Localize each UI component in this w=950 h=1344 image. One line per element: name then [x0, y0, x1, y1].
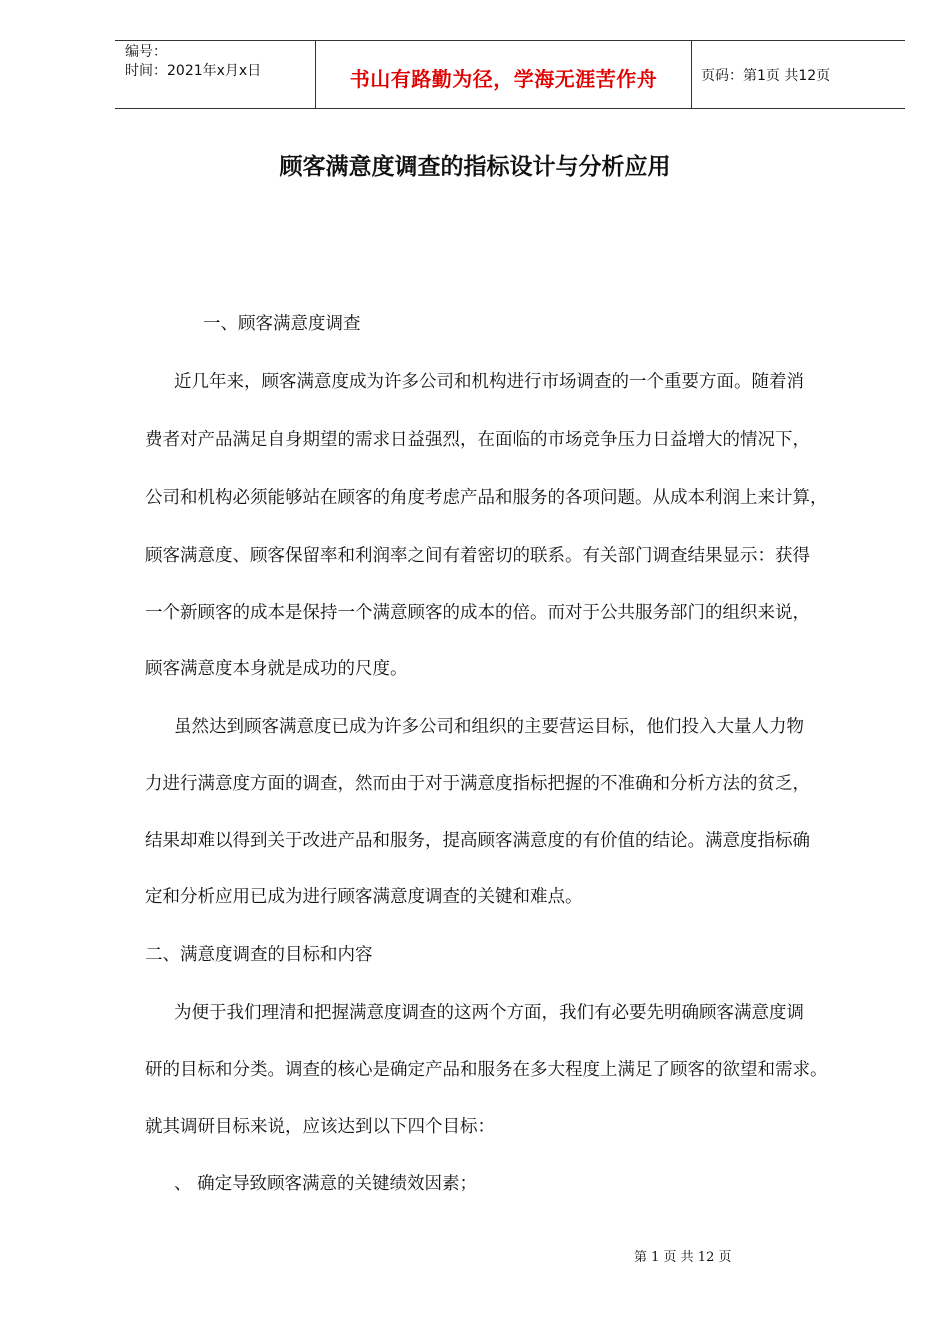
- serial-number-label: 编号：: [125, 44, 167, 60]
- paragraph-line: 顾客满意度、顾客保留率和利润率之间有着密切的联系。有关部门调查结果显示：获得: [145, 546, 810, 566]
- section-heading-1: 一、顾客满意度调查: [203, 314, 361, 334]
- list-item: 、 确定导致顾客满意的关键绩效因素；: [174, 1174, 478, 1194]
- header-page-cell: [691, 41, 905, 108]
- paragraph-line: 近几年来，顾客满意度成为许多公司和机构进行市场调查的一个重要方面。随着消: [174, 372, 804, 392]
- paragraph-line: 一个新顾客的成本是保持一个满意顾客的成本的倍。而对于公共服务部门的组织来说，: [145, 603, 810, 623]
- paragraph-line: 就其调研目标来说，应该达到以下四个目标：: [145, 1117, 495, 1137]
- paragraph-line: 费者对产品满足自身期望的需求日益强烈，在面临的市场竞争压力日益增大的情况下，: [145, 430, 810, 450]
- paragraph-line: 力进行满意度方面的调查，然而由于对于满意度指标把握的不准确和分析方法的贫乏，: [145, 774, 810, 794]
- page-footer: 第 1 页 共 12 页: [634, 1250, 732, 1265]
- header-motto-cell: [315, 41, 692, 108]
- paragraph-line: 为便于我们理清和把握满意度调查的这两个方面，我们有必要先明确顾客满意度调: [174, 1003, 804, 1023]
- header-meta-cell: [115, 41, 315, 108]
- time-label: 时间：2021年x月x日: [125, 63, 262, 79]
- page-info: 页码：第1页 共12页: [701, 68, 831, 84]
- paragraph-line: 结果却难以得到关于改进产品和服务，提高顾客满意度的有价值的结论。满意度指标确: [145, 831, 810, 851]
- paragraph-line: 顾客满意度本身就是成功的尺度。: [145, 659, 408, 679]
- header-table: [115, 40, 905, 109]
- paragraph-line: 研的目标和分类。调查的核心是确定产品和服务在多大程度上满足了顾客的欲望和需求。: [145, 1060, 828, 1080]
- document-title: 顾客满意度调查的指标设计与分析应用: [279, 154, 671, 180]
- paragraph-line: 定和分析应用已成为进行顾客满意度调查的关键和难点。: [145, 887, 583, 907]
- paragraph-line: 虽然达到顾客满意度已成为许多公司和组织的主要营运目标，他们投入大量人力物: [174, 717, 804, 737]
- motto-text: 书山有路勤为径，学海无涯苦作舟: [349, 67, 658, 91]
- paragraph-line: 公司和机构必须能够站在顾客的角度考虑产品和服务的各项问题。从成本利润上来计算，: [145, 488, 828, 508]
- section-heading-2: 二、满意度调查的目标和内容: [145, 945, 373, 965]
